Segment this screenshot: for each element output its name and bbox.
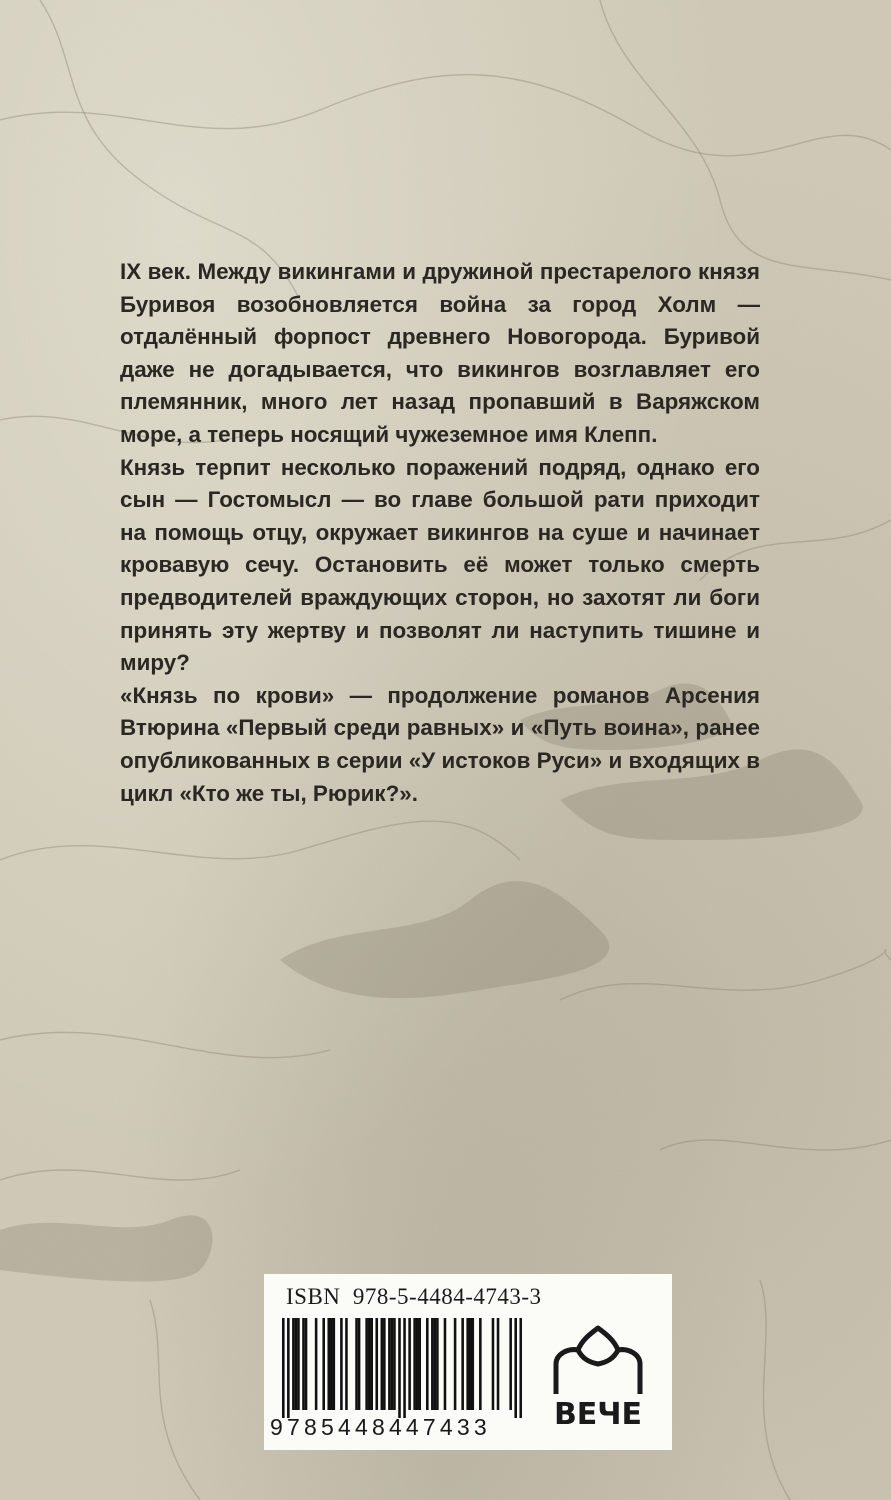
barcode-bar <box>416 1318 419 1410</box>
barcode-bar <box>287 1318 290 1418</box>
barcode-bar <box>492 1318 495 1410</box>
barcode-bar <box>391 1318 394 1410</box>
barcode-bar <box>305 1318 308 1410</box>
barcode-bar <box>444 1318 447 1410</box>
barcode-bar <box>408 1318 411 1410</box>
kremlin-tower-roof-icon <box>556 1328 640 1394</box>
barcode-bar <box>398 1318 401 1418</box>
barcode-bar <box>426 1318 429 1410</box>
barcode-bar <box>375 1318 378 1410</box>
barcode-bar <box>330 1318 333 1410</box>
barcode-bar <box>292 1318 295 1410</box>
barcode-bar <box>479 1318 482 1410</box>
barcode-bar <box>282 1318 285 1418</box>
barcode-panel <box>264 1274 672 1450</box>
barcode-bar <box>388 1318 391 1410</box>
barcode-bar <box>413 1318 416 1410</box>
barcode-bar <box>403 1318 406 1418</box>
barcode-bar <box>436 1318 439 1410</box>
barcode-bar <box>434 1318 437 1410</box>
barcode-bar <box>461 1318 464 1410</box>
barcode-bar <box>469 1318 472 1410</box>
barcode-bar <box>327 1318 330 1410</box>
barcode-bar <box>333 1318 336 1410</box>
barcode-bar <box>514 1318 517 1418</box>
barcode-bar <box>418 1318 421 1410</box>
barcode-bar <box>340 1318 343 1410</box>
barcode-bar <box>393 1318 396 1410</box>
ean-barcode <box>282 1318 522 1418</box>
blurb-paragraph-1: IX век. Между викингами и дружиной престарелого князя Буривоя возобновляется война за город Холм — отдалённый форпост древнего Новогорода. Буривой даже не догадывается, что викингов возглавляет его племянник, много лет назад пропавший в Варяжском море, а теперь носящий чужеземное имя Клепп. <box>120 259 760 447</box>
barcode-bar <box>368 1318 371 1410</box>
barcode-bar <box>454 1318 457 1410</box>
barcode-bar <box>519 1318 522 1418</box>
barcode-bar <box>365 1318 368 1410</box>
ean-digits: 9785448447433 <box>270 1414 491 1440</box>
barcode-bar <box>497 1318 500 1410</box>
publisher-name: ВЕЧЕ <box>553 1397 643 1432</box>
publisher-logo <box>548 1324 648 1439</box>
blurb-paragraph-2: Князь терпит несколько поражений подряд, однако его сын — Гостомысл — во главе большой рати приходит на помощь отцу, окружает викингов на суше и начинает кровавую сечу. Остановить её может только смерть предводителей враждующих сторон, но захотят ли боги принять эту жертву и позволят ли наступить тишине и миру? <box>120 454 760 676</box>
barcode-bar <box>509 1318 512 1410</box>
barcode-bar <box>302 1318 305 1410</box>
barcode-bar <box>297 1318 300 1410</box>
isbn-label: ISBN 978-5-4484-4743-3 <box>286 1284 542 1309</box>
barcode-bar <box>466 1318 469 1410</box>
back-cover-blurb <box>120 256 760 810</box>
barcode-bar <box>471 1318 474 1410</box>
barcode-bar <box>381 1318 384 1410</box>
barcode-bar <box>355 1318 358 1410</box>
barcode-bar <box>295 1318 298 1410</box>
barcode-bar <box>431 1318 434 1410</box>
barcode-bar <box>345 1318 348 1410</box>
barcode-bar <box>358 1318 361 1410</box>
barcode-bar <box>370 1318 373 1410</box>
blurb-paragraph-3: «Князь по крови» — продолжение романов Арсения Втюрина «Первый среди равных» и «Путь воина», ранее опубликованных в серии «У истоков Руси» и входящих в цикл «Кто же ты, Рюрик?». <box>120 682 760 806</box>
barcode-bar <box>383 1318 386 1410</box>
barcode-bar <box>322 1318 325 1410</box>
barcode-bar <box>315 1318 318 1410</box>
